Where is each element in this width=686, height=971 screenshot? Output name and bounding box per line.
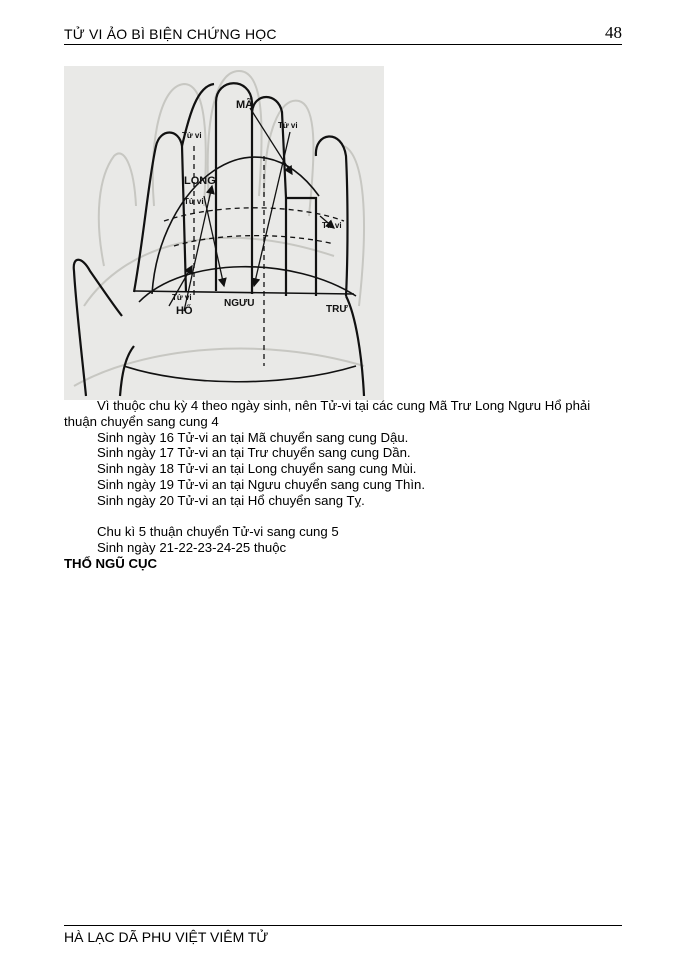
page-number: 48 [605,23,622,42]
label-tuvi-4: Tử vi [322,221,342,230]
intro-paragraph: Vì thuộc chu kỳ 4 theo ngày sinh, nên Tử-vi tại các cung Mã Trư Long Ngưu Hổ phải thuận chuyển sang cung 4 [64,398,591,429]
footer-text: HÀ LẠC DÃ PHU VIỆT VIÊM TỬ [64,929,269,945]
label-tuvi-5: Tử vi [172,293,192,302]
list-item: Sinh ngày 19 Tử-vi an tại Ngưu chuyển sang cung Thìn. [97,476,426,492]
running-title: TỬ VI ẢO BÌ BIỆN CHỨNG HỌC [64,26,277,42]
page-header [64,22,622,45]
section-heading: THỔ NGŨ CỤC [64,555,158,571]
label-ma: MÃ [236,99,254,111]
label-tuvi-1: Tử vi [278,121,298,130]
palm-diagram [64,66,384,400]
label-tru: TRƯ [326,304,348,315]
faint-hand-outline [74,71,364,386]
label-nguu: NGƯU [224,298,255,309]
list-item: Sinh ngày 17 Tử-vi an tại Trư chuyển sang cung Dần. [97,445,411,461]
label-long: LONG [184,175,216,187]
cycle5-line: Chu kì 5 thuận chuyển Tử-vi sang cung 5 [97,524,339,540]
list-item: Sinh ngày 20 Tử-vi an tại Hổ chuyển sang Tỵ. [97,492,365,508]
cycle5-days-line: Sinh ngày 21-22-23-24-25 thuộc [97,540,287,556]
spacer [64,509,624,525]
label-tuvi-2: Tử vi [182,131,202,140]
label-tuvi-3: Tử vi [184,197,204,206]
list-item: Sinh ngày 18 Tử-vi an tại Long chuyển sang cung Mùi. [97,461,417,477]
page-footer [64,925,622,945]
list-item: Sinh ngày 16 Tử-vi an tại Mã chuyển sang cung Dậu. [97,429,409,445]
diagram-labels [172,98,348,317]
palm-diagram-svg [64,66,384,400]
label-ho: HỔ [176,305,193,317]
body-text [64,398,624,572]
